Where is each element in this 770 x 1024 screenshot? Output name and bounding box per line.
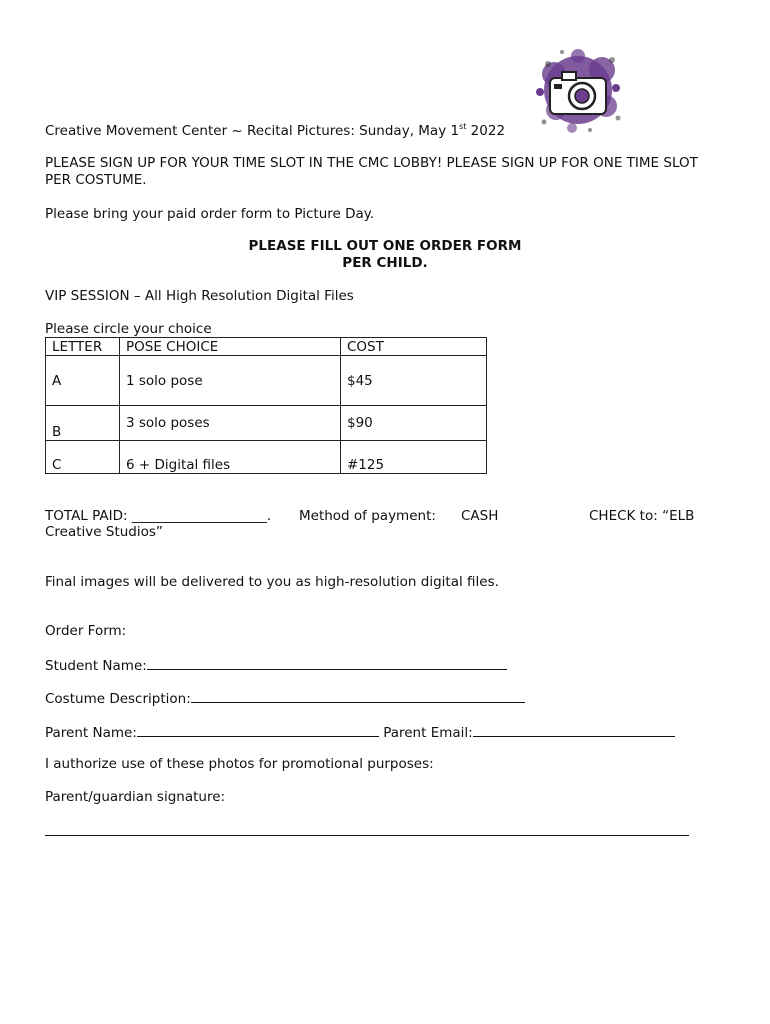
table-cell-pose: 1 solo pose <box>120 356 341 406</box>
delivery-text: Final images will be delivered to you as high-resolution digital files. <box>45 574 499 590</box>
table-cell-pose: 3 solo poses <box>120 406 341 441</box>
parent-email-field[interactable] <box>473 723 675 737</box>
table-cell-cost: $90 <box>341 406 487 441</box>
table-row <box>46 406 487 441</box>
parent-name-label: Parent Name: <box>45 725 137 741</box>
total-paid-field[interactable]: TOTAL PAID: ____________________. <box>45 508 272 524</box>
table-row <box>46 441 487 474</box>
fill-notice-line1: PLEASE FILL OUT ONE ORDER FORM <box>248 238 522 254</box>
table-header-letter: LETTER <box>46 338 120 356</box>
payment-cash-option[interactable]: CASH <box>461 508 499 524</box>
table-cell-letter: B <box>46 406 120 441</box>
circle-choice-text: Please circle your choice <box>45 321 212 337</box>
bring-form-text: Please bring your paid order form to Picture Day. <box>45 206 375 222</box>
vip-session-text: VIP SESSION – All High Resolution Digital Files <box>45 288 354 304</box>
parent-email-label: Parent Email: <box>383 725 473 741</box>
student-name-label: Student Name: <box>45 658 147 674</box>
camera-splash-logo <box>532 44 624 136</box>
signup-notice-line1: PLEASE SIGN UP FOR YOUR TIME SLOT IN THE CMC LOBBY! PLEASE SIGN UP FOR ONE TIME SLOT <box>45 155 698 171</box>
parent-info-row <box>45 723 675 741</box>
table-cell-cost: $45 <box>341 356 487 406</box>
table-row <box>46 356 487 406</box>
fill-notice-line2: PER CHILD. <box>342 255 428 271</box>
payment-check-option[interactable]: CHECK to: “ELB <box>589 508 695 524</box>
student-name-field[interactable] <box>147 656 507 670</box>
payment-check-line2: Creative Studios” <box>45 524 163 540</box>
costume-description-field[interactable] <box>191 689 525 703</box>
parent-name-field[interactable] <box>137 723 379 737</box>
order-form-heading: Order Form: <box>45 623 127 639</box>
signature-field[interactable] <box>45 822 689 836</box>
costume-description-label: Costume Description: <box>45 691 191 707</box>
table-cell-letter: C <box>46 441 120 474</box>
signature-label: Parent/guardian signature: <box>45 789 226 805</box>
table-header-row <box>46 338 487 356</box>
table-header-cost: COST <box>341 338 487 356</box>
signup-notice-line2: PER COSTUME. <box>45 172 147 188</box>
signature-line-row <box>45 822 689 840</box>
table-cell-cost: #125 <box>341 441 487 474</box>
page-title: Creative Movement Center ~ Recital Pictures: Sunday, May 1st 2022 <box>45 122 506 139</box>
table-header-pose: POSE CHOICE <box>120 338 341 356</box>
table-cell-letter: A <box>46 356 120 406</box>
pose-choice-table <box>45 337 487 474</box>
table-cell-pose: 6 + Digital files <box>120 441 341 474</box>
payment-method-label: Method of payment: <box>299 508 436 524</box>
authorize-text: I authorize use of these photos for promotional purposes: <box>45 756 434 772</box>
student-name-row <box>45 656 507 674</box>
costume-description-row <box>45 689 525 707</box>
